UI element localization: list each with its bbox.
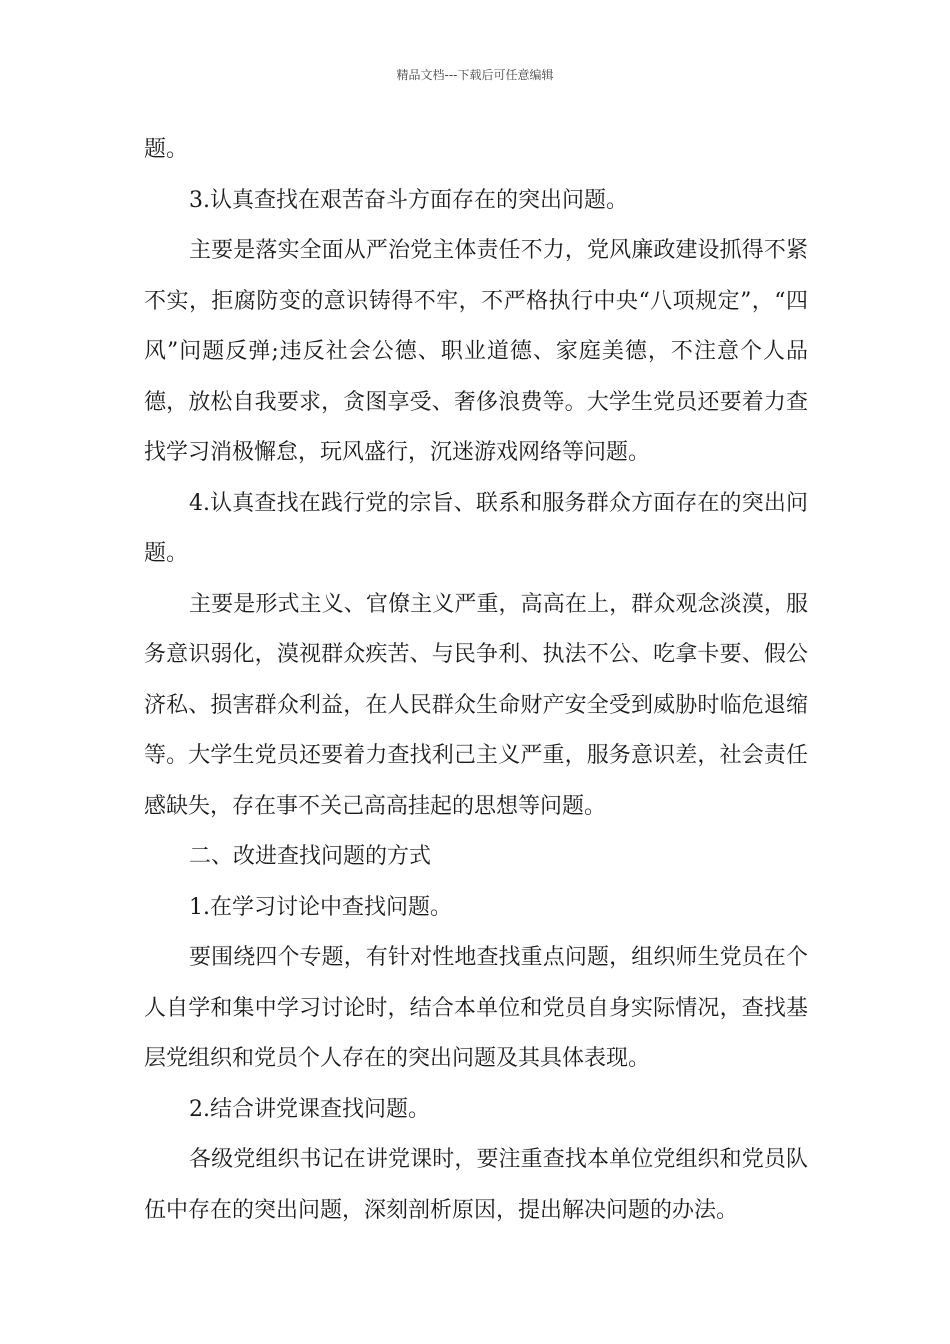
paragraph: 要围绕四个专题，有针对性地查找重点问题，组织师生党员在个人自学和集中学习讨论时，结合本单位和党员自身实际情况，查找基层党组织和党员个人存在的突出问题及其具体表现。 bbox=[144, 945, 808, 1071]
paragraph: 3.认真查找在艰苦奋斗方面存在的突出问题。 bbox=[189, 187, 628, 213]
paragraph: 2.结合讲党课查找问题。 bbox=[189, 1096, 430, 1122]
paragraph: 主要是落实全面从严治党主体责任不力，党风廉政建设抓得不紧不实，拒腐防变的意识铸得不牢，不严格执行中央“八项规定”，“四风”问题反弹;违反社会公德、职业道德、家庭美德，不注意个人品德，放松自我要求，贪图享受、奢侈浪费等。大学生党员还要着力查找学习消极懈怠，玩风盛行，沉迷游戏网络等问题。 bbox=[144, 238, 808, 465]
paragraph: 各级党组织书记在讲党课时，要注重查找本单位党组织和党员队伍中存在的突出问题，深刻剖析原因，提出解决问题的办法。 bbox=[144, 1147, 808, 1223]
document-body bbox=[144, 125, 808, 1236]
paragraph: 题。 bbox=[144, 137, 189, 162]
paragraph: 主要是形式主义、官僚主义严重，高高在上，群众观念淡漠，服务意识弱化，漠视群众疾苦、与民争利、执法不公、吃拿卡要、假公济私、损害群众利益，在人民群众生命财产安全受到威胁时临危退缩等。大学生党员还要着力查找利己主义严重，服务意识差，社会责任感缺失，存在事不关己高高挂起的思想等问题。 bbox=[144, 591, 808, 819]
paragraph: 1.在学习讨论中查找问题。 bbox=[189, 894, 452, 920]
paragraph: 4.认真查找在践行党的宗旨、联系和服务群众方面存在的突出问题。 bbox=[144, 490, 808, 566]
page-header: 精品文档---下载后可任意编辑 bbox=[396, 68, 554, 82]
section-heading: 二、改进查找问题的方式 bbox=[189, 844, 432, 869]
